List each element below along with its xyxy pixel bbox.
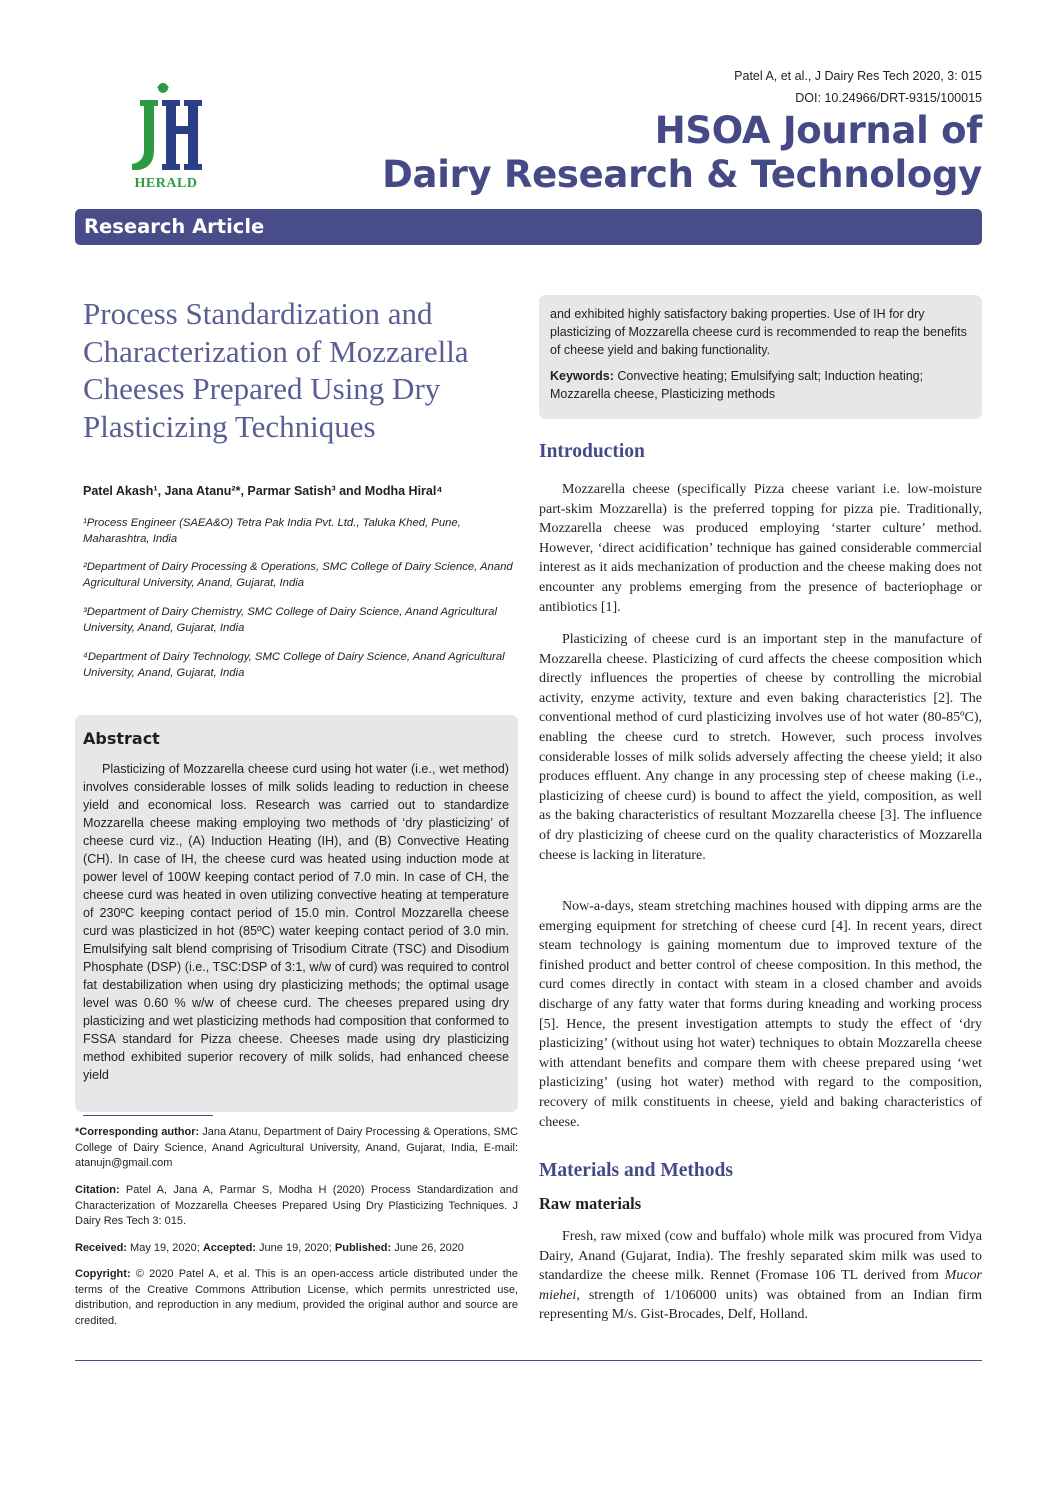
intro-paragraph-3: Now-a-days, steam stretching machines housed with dipping arms are the emerging equipment for stretching of cheese curd [4]. In recent years, direct steam technology is gaining momentum due to improved texture of the finished product and better control of cheese composition. In this method, the curd comes directly in contact with steam in a closed chamber and avoids discharge of any fatty water that forms during kneading and working process [5]. Hence, the present investigation attempts to study the effect of ‘dry plasticizing’ (without using hot water) techniques to obtain Mozzarella cheese with attendant benefits and compare them with cheese prepared using ‘wet plasticizing’ (using hot water) method with regard to the composition, recovery of milk constituents in cheese, yield and baking characteristics of cheese. [539,899,982,1130]
journal-title-line2: Dairy Research & Technology [382,153,982,196]
raw-materials-heading: Raw materials [539,1194,642,1213]
accepted-label: Accepted: [202,1242,256,1254]
introduction-heading: Introduction [539,441,645,462]
abstract-heading: Abstract [83,729,160,748]
abstract-text: Plasticizing of Mozzarella cheese curd using hot water (i.e., wet method) involves considerable losses of milk solids leading to reduction in cheese yield and economical loss. Research was carried out to standardize Mozzarella cheese making employing two methods of ‘dry plasticizing’ of cheese curd viz., (A) Induction Heating (IH), and (B) Convective Heating (CH). In case of IH, the cheese curd was heated using induction mode at power level of 100W keeping contact period of 7.0 min. In case of CH, the cheese curd was heated in oven utilizing convective heating at temperature of 230ºC keeping contact period of 15.0 min. Control Mozzarella cheese curd was plasticized in hot (85ºC) water keeping contact period of 3.0 min. Emulsifying salt blend comprising of Trisodium Citrate (TSC) and Disodium Phosphate (DSP) (i.e., TSC:DSP of 3:1, w/w of curd) was required to control fat destabilization when using dry plasticizing methods; the optimal usage level was 0.60 % w/w of cheese curd. The cheeses prepared using dry plasticizing and wet plasticizing methods had composition that conformed to FSSA standard for Pizza cheese. Cheeses made using dry plasticizing method exhibited superior recovery of milk solids, had enhanced cheese yield [83,762,509,1082]
affiliation-2: ²Department of Dairy Processing & Operations, SMC College of Dairy Science, Anand Agricultural University, Anand, Gujarat, India [83,561,513,589]
published-text: June 26, 2020 [391,1242,464,1254]
citation-line: Patel A, et al., J Dairy Res Tech 2020, 3: 015 [734,69,982,83]
methods-paragraph-1 [539,1227,982,1325]
doi-line: DOI: 10.24966/DRT-9315/100015 [795,91,982,105]
article-title: Process Standardization and Characterization of Mozzarella Cheeses Prepared Using Dry Plasticizing Techniques [83,296,469,444]
article-type-label: Research Article [84,215,265,238]
accepted-text: June 19, 2020; [256,1242,335,1254]
intro-paragraph-1: Mozzarella cheese (specifically Pizza cheese variant i.e. low-moisture part-skim Mozzarella) is the preferred topping for pizza pie. Traditionally, Mozzarella cheese was produced employing ‘starter culture’ method. However, ‘direct acidification’ technique has gained considerable commercial interest as it aids mechanization of production and the cheese making does not encounter any problems emerging from the presence of bacteriophage or antibiotics [1]. [539,482,982,615]
abstract-box [75,715,518,1112]
corresponding-author [75,1125,518,1172]
received-label: Received: [75,1242,127,1254]
herald-logo [118,80,208,195]
logo-text: HERALD [134,176,198,191]
intro-paragraph-2: Plasticizing of cheese curd is an important step in the manufacture of Mozzarella cheese. Plasticizing of curd affects the cheese composition which directly influences the properties of cheese by controlling the microbial activity, enzyme activity, texture and even baking characteristics [2]. The conventional method of curd plasticizing involves use of hot water (80-85ºC), enabling the cheese curd to stretch. However, such process involves considerable losses of milk solids adversely affecting the cheese yield; it also produces effluent. Any change in any processing step of cheese making (i.e., plasticizing of cheese curd) is bound to affect the yield, composition, as well as the baking characteristics of resultant Mozzarella cheese [3]. The influence of dry plasticizing of cheese curd on the quality characteristics of Mozzarella cheese is lacking in literature. [539,632,982,863]
affiliation-4: ⁴Department of Dairy Technology, SMC College of Dairy Science, Anand Agricultural University, Anand, Gujarat, India [83,651,505,679]
published-label: Published: [334,1242,392,1254]
methods-heading: Materials and Methods [539,1160,733,1181]
keywords-text: Convective heating; Emulsifying salt; Induction heating; Mozzarella cheese, Plasticizing methods [550,369,924,401]
copyright-label: Copyright: [75,1268,131,1280]
authors: Patel Akash¹, Jana Atanu²*, Parmar Satish³ and Modha Hiral⁴ [83,484,443,498]
keywords-label: Keywords: [550,369,614,383]
copyright-text: © 2020 Patel A, et al. This is an open-access article distributed under the terms of the Creative Commons Attribution License, which permits unrestricted use, distribution, and reproduction in any medium, provided the original author and source are credited. [75,1268,518,1327]
affiliation-3: ³Department of Dairy Chemistry, SMC College of Dairy Science, Anand Agricultural University, Anand, Gujarat, India [83,606,497,634]
citation-label: Citation: [75,1184,120,1196]
affiliation-1: ¹Process Engineer (SAEA&O) Tetra Pak India Pvt. Ltd., Taluka Khed, Pune, Maharashtra, India [83,517,461,545]
corresponding-label: *Corresponding author: [75,1126,200,1138]
keywords [550,367,970,403]
methods-species: Mucor miehei [539,1268,982,1303]
footer-divider [75,1360,982,1361]
journal-title-line1: HSOA Journal of [654,109,982,152]
footnote-divider [83,1115,213,1116]
dates-note [75,1241,518,1257]
methods-text-a: Fresh, raw mixed (cow and buffalo) whole milk was procured from Vidya Dairy, Anand (Gujarat, India). The freshly separated skim milk was used to standardize the cheese milk. Rennet (Fromase 106 TL derived from [539,1229,982,1284]
abstract-continuation-box [539,295,982,419]
copyright-note [75,1267,518,1329]
abstract-continued-text: and exhibited highly satisfactory baking properties. Use of IH for dry plasticizing of Mozzarella cheese curd is recommended to reap the benefits of cheese yield and baking functionality. [550,307,967,357]
methods-text-b: , strength of 1/106000 units) was obtained from an Indian firm representing M/s. Gist-Brocades, Delf, Holland. [539,1287,982,1323]
citation-note [75,1183,518,1230]
article-type-banner [75,209,982,245]
corresponding-text: Jana Atanu, Department of Dairy Processing & Operations, SMC College of Dairy Science, Anand Agricultural University, Anand, Gujarat, India, E-mail: atanujn@gmail.com [75,1126,518,1169]
citation-text: Patel A, Jana A, Parmar S, Modha H (2020) Process Standardization and Characterization of Mozzarella Cheeses Prepared Using Dry Plasticizing Techniques. J Dairy Res Tech 3: 015. [75,1184,518,1227]
received-text: May 19, 2020; [126,1242,203,1254]
